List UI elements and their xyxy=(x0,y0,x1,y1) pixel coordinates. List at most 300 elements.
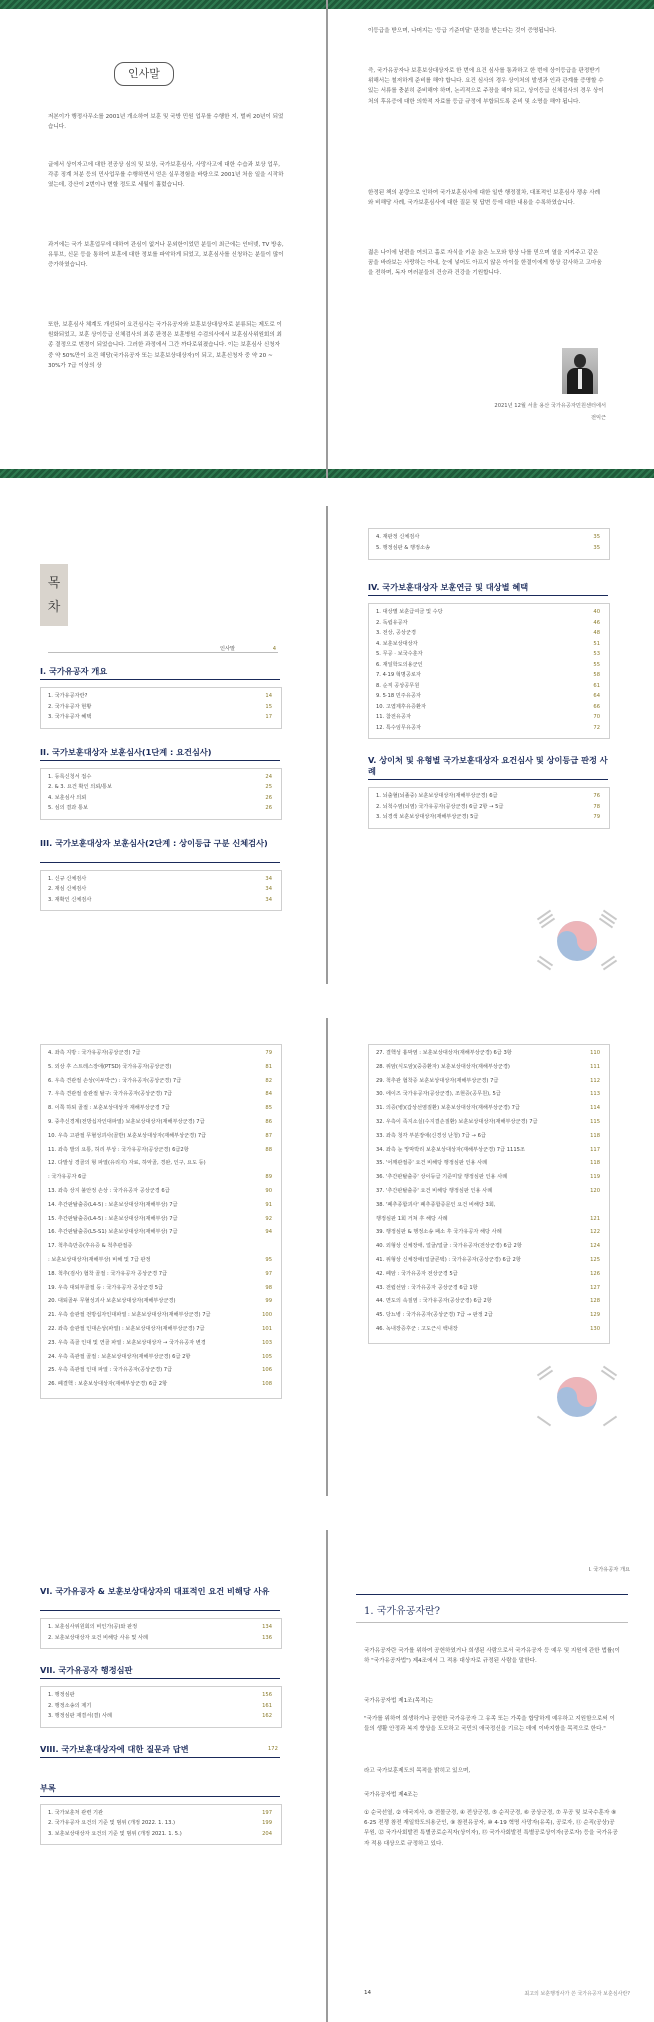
toc-entry[interactable] xyxy=(48,1117,272,1127)
toc-entry-page: 128 xyxy=(590,1298,600,1305)
toc-entry-page: 76 xyxy=(593,793,600,799)
toc-entry[interactable] xyxy=(376,802,600,812)
toc-entry[interactable] xyxy=(376,1131,600,1141)
toc-entry-page: 118 xyxy=(590,1132,600,1139)
toc-entry-label: 1. 국가보훈처 관련 기관 xyxy=(48,1809,103,1816)
toc-entry[interactable] xyxy=(376,1117,600,1127)
bottom-green-border xyxy=(0,469,326,478)
toc-entry-page: 114 xyxy=(590,1105,600,1112)
toc-entry-label: 40. 외형상 신체장애, 얼굴/얼굴 : 국가유공자(전상군경) 6급 2항 xyxy=(376,1243,522,1250)
toc-entry-label: 14. 추간판탈출증(L4-5) : 보훈보상대상자(재해부상) 7급 xyxy=(48,1201,178,1208)
toc-vertical-title xyxy=(40,564,68,626)
page-toc-left-2 xyxy=(0,1018,326,1496)
taegeuk-watermark-icon xyxy=(522,1358,632,1436)
page-number: 14 xyxy=(364,1990,372,1996)
toc-entry[interactable] xyxy=(48,874,272,884)
signature-date: 2021년 12월 서울 용산 국가유공자민원센터에서 xyxy=(494,403,606,409)
toc-entry-label: 1. 신규 신체검사 xyxy=(48,875,87,882)
section-underline xyxy=(40,1757,280,1758)
toc-entry[interactable] xyxy=(376,1255,600,1265)
toc-entry-label: 6. 우측 견관절 손상(이두박근) : 국가유공자(공상군경) 7급 xyxy=(48,1077,182,1084)
section-underline xyxy=(368,595,608,596)
toc-entry[interactable] xyxy=(48,702,272,712)
toc-entry-label: 7. 4·19 혁명공로자 xyxy=(376,672,421,678)
toc-entry[interactable] xyxy=(48,1145,272,1155)
toc-entry-page: 113 xyxy=(590,1091,600,1098)
toc-entry[interactable] xyxy=(48,884,272,894)
toc-entry-label: 16. 추간판탈출증(L5-S1) 보훈보상대상자(재해부상) 7급 xyxy=(48,1229,178,1236)
page-toc-left-3 xyxy=(0,1530,326,2022)
toc-entry-label: 34. 좌측 눈 망막박리 보훈보상대상자(재해부상군경) 7급 1115조 xyxy=(376,1146,525,1153)
toc-entry-page: 105 xyxy=(262,1353,272,1360)
toc-entry[interactable] xyxy=(376,1103,600,1113)
toc-entry[interactable] xyxy=(48,1200,272,1210)
toc-entry-label: 1. 뇌출혈(뇌졸중) 보훈보상대상자(재해부상군경) 6급 xyxy=(376,793,498,799)
toc-entry-page: 92 xyxy=(265,1215,272,1222)
toc-entry-page: 26 xyxy=(265,805,272,811)
toc-entry[interactable] xyxy=(376,639,600,649)
toc-entry-page: 24 xyxy=(265,773,272,780)
chapter-paragraph-2: 국가유공자법 제1조(목적)는 xyxy=(364,1698,434,1704)
running-header: I. 국가유공자 개요 xyxy=(588,1567,630,1573)
toc-entry-page: 94 xyxy=(265,1229,272,1236)
toc-entry-label: 행정심판 1회 거쳐 후 해당 사례 xyxy=(376,1215,448,1222)
toc-entry-label: 17. 척추측만증(후유증 & 척추관절증 xyxy=(48,1243,133,1250)
toc-entry[interactable] xyxy=(376,1324,600,1334)
toc-entry-label: 11. 좌측 발의 요통, 허리 부상 : 국가유공자(공상군경) 6급2항 xyxy=(48,1146,189,1153)
toc-entry-label: 37. '추간판탈출증' 요건 비해당 행정심판 인용 사례 xyxy=(376,1188,493,1194)
toc-entry[interactable] xyxy=(376,1214,600,1224)
toc-entry[interactable] xyxy=(48,1324,272,1334)
toc-entry-label: 27. 결핵성 흉막염 : 보훈보상대상자(재해부상군경) 6급 3항 xyxy=(376,1050,512,1056)
toc-entry[interactable] xyxy=(48,1283,272,1293)
toc-entry-page: 122 xyxy=(590,1229,600,1236)
toc-entry[interactable] xyxy=(48,1048,272,1058)
toc-entry-page: 98 xyxy=(265,1284,272,1291)
spread-toc-1 xyxy=(0,506,654,984)
toc-entry[interactable] xyxy=(48,1352,272,1362)
toc-entry-page: 53 xyxy=(593,651,600,657)
toc-entry[interactable] xyxy=(48,1269,272,1279)
toc-entry-page: 66 xyxy=(593,703,600,710)
chapter-paragraph-1: 국가유공자란 국가를 위하여 공헌하였거나 희생된 사람으로서 국가유공자 등 예우 및 지원에 관한 법률(이하 "국가유공자법") 제4조에서 그 적용 대상자로 규정된 사람을 말한다. xyxy=(364,1648,620,1665)
toc-entry[interactable] xyxy=(48,691,272,701)
toc-entry-label: 3. 뇌경색 보훈보상대상자(재해부상군경) 5급 xyxy=(376,814,479,820)
toc-entry-label: 1. 대상별 보훈급여금 및 수당 xyxy=(376,609,443,615)
toc-entry[interactable] xyxy=(48,1690,272,1700)
toc-entry-label: 31. 의증(병)(갑상선염질환) 보훈보상대상자(재해부상군경) 7급 xyxy=(376,1105,520,1112)
spread-preface xyxy=(0,0,654,478)
toc-entry-page: 108 xyxy=(262,1381,272,1388)
toc-entry[interactable] xyxy=(376,1227,600,1237)
toc-entry[interactable] xyxy=(48,782,272,792)
preface-paragraph-4: 또한, 보훈심사 체계도 개선되어 요건심사는 국가유공자와 보훈보상대상자로 분류되는 제도로 이원화되었고, 보훈 상이등급 신체검사의 최종 판정은 보훈병원 수검의사에서 보훈심사위원회의 최종 결정으로 변경이 되었습니다. 그러한 과정에서 그간 까다로워졌습니다. 이는 보훈심사 신청자 중 약 50%만이 요건 해당(국가유공자 또는 보훈보상대상자)이 되고, 보훈신청자 중 약 20 ~ 30%가 7급 이상의 상 xyxy=(48,322,282,369)
toc-entry-page: 121 xyxy=(590,1215,600,1222)
toc-entry-label: 28. 위암(식도암)(중증환자) 보훈보상대상자(재해부상군경) xyxy=(376,1063,510,1070)
toc-entry-label: 29. 척추관 협착증 보훈보상대상자(재해부상군경) 7급 xyxy=(376,1077,499,1084)
toc-section-title[interactable]: V. 상이처 및 유형별 국가보훈대상자 요건심사 및 상이등급 판정 사례 xyxy=(368,755,608,776)
toc-entry-page: 130 xyxy=(590,1326,600,1332)
toc-entry-page: 112 xyxy=(590,1077,600,1084)
toc-entry-label: 30. 에이즈 국가유공자(공상군경), 조현증(공무원), 5급 xyxy=(376,1091,501,1098)
toc-entry[interactable] xyxy=(48,1186,272,1196)
toc-entry-page: 90 xyxy=(265,1188,272,1194)
toc-entry-label: 33. 좌측 청각 부분장애(신경성 난청) 7급 → 6급 xyxy=(376,1132,486,1139)
toc-entry-label: 4. 좌측 지방 : 국가유공자(공상군경) 7급 xyxy=(48,1050,141,1056)
toc-entry-page: 134 xyxy=(262,1624,272,1630)
toc-entry-page: 161 xyxy=(262,1702,272,1709)
toc-entry-label: 2. 독립유공자 xyxy=(376,619,408,626)
toc-entry[interactable] xyxy=(48,1701,272,1711)
toc-entry[interactable] xyxy=(376,1048,600,1058)
toc-entry-page: 79 xyxy=(593,814,600,820)
toc-entry[interactable] xyxy=(48,1379,272,1389)
toc-entry-label: 9. 중추신경계(전방십자인대파열) 보훈보상대상자(재해부상군경) 7급 xyxy=(48,1119,205,1125)
toc-entry-label: 20. 대퇴골두 무혈성괴사 보훈보상대상자(재해부상군경) xyxy=(48,1298,176,1305)
toc-entry-page: 95 xyxy=(265,1257,272,1263)
toc-entry-label: 2. 재심 신체검사 xyxy=(48,886,87,892)
toc-entry[interactable] xyxy=(376,1283,600,1293)
toc-entry-page: 17 xyxy=(265,714,272,720)
toc-entry-label: 3. 재확인 신체검사 xyxy=(48,896,92,903)
toc-entry-page: 25 xyxy=(265,784,272,790)
toc-entry-label: : 보훈보상대상자(재해부상) 비해 및 7급 판정 xyxy=(48,1257,151,1263)
toc-entry-page: 125 xyxy=(590,1257,600,1263)
toc-entry-label: 2. & 3. 요건 확인 의뢰/통보 xyxy=(48,784,113,790)
toc-entry[interactable] xyxy=(376,723,600,733)
page-toc-right-2 xyxy=(328,1018,654,1496)
section-underline xyxy=(40,760,280,761)
toc-entry-page: 197 xyxy=(262,1809,272,1816)
toc-section-title[interactable]: II. 국가보훈대상자 보훈심사(1단계 : 요건심사) xyxy=(40,746,212,757)
toc-entry-page: 55 xyxy=(593,661,600,668)
toc-entry[interactable] xyxy=(48,1633,272,1643)
toc-section-title[interactable]: III. 국가보훈대상자 보훈심사(2단계 : 상이등급 구분 신체검사) xyxy=(40,837,268,848)
toc-entry-label: 11. 참전유공자 xyxy=(376,714,411,720)
toc-entry-page: 115 xyxy=(590,1119,600,1125)
toc-title-char-1: 목 xyxy=(47,576,61,591)
toc-entry-page: 34 xyxy=(265,896,272,903)
toc-entry-label: 15. 추간판탈출증(L4-5) : 보훈보상대상자(재해부상) 7급 xyxy=(48,1215,178,1222)
toc-entry-label: 44. 면도의 속질염 : 국가유공자(공상군경) 6급 2항 xyxy=(376,1298,492,1305)
toc-entry-page: 106 xyxy=(262,1367,272,1374)
page-toc-right xyxy=(328,506,654,984)
toc-entry-label: 12. 특수임무유공자 xyxy=(376,724,421,731)
preface-paragraph-7: 한정된 책의 분량으로 인하여 국가보훈심사에 대한 일반 행정절차, 대표적인 보훈심사 쟁송 사례와 비해당 사례, 국가보훈심사에 대한 질문 및 답변 등에 대한 내용을 수록하였습니다. xyxy=(368,190,601,207)
toc-entry-label: 36. '추간판탈출증' 상이등급 기준미달 행정심판 인용 사례 xyxy=(376,1174,508,1181)
toc-entry-page: 85 xyxy=(265,1105,272,1112)
toc-entry-page: 14 xyxy=(265,693,272,699)
toc-entry-label: 12. 다발성 경골의 형 파열(유리지) 자료, 하악골, 경완, 인구, 요도 등) xyxy=(48,1160,206,1167)
toc-entry[interactable] xyxy=(48,712,272,722)
toc-entry-label: 19. 우측 대퇴부골절 등 : 국가유공자 공상군경 5급 xyxy=(48,1284,164,1291)
toc-entry-label: 2. 국가유공자 현황 xyxy=(48,703,92,710)
page-toc-left xyxy=(0,506,326,984)
toc-entry[interactable] xyxy=(376,1062,600,1072)
toc-entry[interactable] xyxy=(48,1296,272,1306)
toc-entry-page: 61 xyxy=(593,682,600,689)
toc-entry[interactable] xyxy=(48,1227,272,1237)
toc-entry[interactable] xyxy=(48,1818,272,1828)
toc-entry-label: 인사말 xyxy=(220,646,236,652)
section-underline xyxy=(40,679,280,680)
section-underline xyxy=(40,862,280,863)
toc-entry[interactable] xyxy=(48,1310,272,1320)
toc-entry[interactable] xyxy=(48,1338,272,1348)
toc-entry-label: 2. 행정소송의 제기 xyxy=(48,1702,92,1709)
toc-entry[interactable] xyxy=(48,1365,272,1375)
toc-entry[interactable] xyxy=(376,543,600,553)
toc-entry-page: 101 xyxy=(262,1326,272,1332)
toc-entry-label: 42. 폐암 : 국가유공자 전상군경 5급 xyxy=(376,1270,458,1277)
toc-entry[interactable] xyxy=(48,1808,272,1818)
toc-entry-page: 51 xyxy=(593,640,600,647)
toc-entry-label: 23. 우측 족골 인대 및 연골 파열 : 보훈보상대상자 → 국가유공자 변경 xyxy=(48,1339,206,1346)
chapter-paragraph-4: 라고 국가보훈제도의 목적을 밝히고 있으며, xyxy=(364,1768,471,1774)
toc-entry-label: 1. 국가유공자란? xyxy=(48,693,88,699)
toc-entry[interactable] xyxy=(376,791,600,801)
toc-entry-label: 35. '어깨관절증' 요건 비해당 행정심판 인용 사례 xyxy=(376,1160,488,1167)
toc-entry-label: 3. 국가유공자 혜택 xyxy=(48,714,92,720)
toc-entry-label: 21. 우측 슬관절 전방십자인대파열 : 보훈보상대상자(재해부상군경) 7급 xyxy=(48,1312,211,1319)
preface-paragraph-1: 저본이가 행정사무소를 2001년 개소하여 보훈 및 국방 민원 업무를 수행한 지, 벌써 20년이 되었습니다. xyxy=(48,114,284,131)
toc-entry[interactable] xyxy=(376,1089,600,1099)
toc-entry[interactable] xyxy=(376,1296,600,1306)
toc-section-page: 172 xyxy=(268,1745,278,1752)
toc-entry-label: 8. 순직 공상공무원 xyxy=(376,682,420,689)
toc-entry-page: 86 xyxy=(265,1119,272,1125)
toc-entry-label: 46. 녹내장증후군 : 고도근시 백내장 xyxy=(376,1326,458,1332)
toc-entry[interactable] xyxy=(376,712,600,722)
toc-entry-label: 4. 보훈심사 의뢰 xyxy=(48,794,87,801)
toc-entry-label: : 국가유공자 6급 xyxy=(48,1174,87,1181)
toc-entry[interactable] xyxy=(48,1255,272,1265)
toc-entry[interactable] xyxy=(376,628,600,638)
toc-entry-page: 58 xyxy=(593,672,600,678)
toc-entry[interactable] xyxy=(376,1145,600,1155)
toc-entry[interactable] xyxy=(48,1241,272,1251)
toc-entry-page: 48 xyxy=(593,630,600,636)
toc-entry[interactable] xyxy=(376,532,600,542)
heading-bottom-rule xyxy=(356,1622,628,1623)
toc-entry-page: 35 xyxy=(593,545,600,551)
toc-entry-label: 38. '폐추종합괴사' 폐추종합증문인 요건 비해당 3회, xyxy=(376,1201,496,1208)
toc-entry[interactable] xyxy=(376,649,600,659)
section-underline xyxy=(40,1678,280,1679)
toc-entry-page: 199 xyxy=(262,1820,272,1826)
toc-entry[interactable] xyxy=(376,702,600,712)
toc-entry-label: 6. 재일학도의용군인 xyxy=(376,661,423,668)
toc-entry[interactable] xyxy=(376,670,600,680)
toc-entry[interactable] xyxy=(376,1241,600,1251)
toc-entry[interactable] xyxy=(376,1200,600,1210)
spread-toc-2 xyxy=(0,1018,654,1496)
toc-entry-page: 127 xyxy=(590,1284,600,1291)
signature-name: 전익근 xyxy=(590,415,606,421)
preface-paragraph-3: 과거에는 국가 보훈업무에 대하여 관심이 없거나 문외한이었던 분들이 최근에는 인터넷, TV 방송, 유튜브, 신문 등을 통하여 보훈에 대한 정보를 파악하게 되었고, 보훈심사를 신청하는 분들이 많이 증가하였습니다. xyxy=(48,242,284,269)
toc-section-title[interactable]: 부록 xyxy=(40,1782,56,1793)
toc-entry[interactable] xyxy=(376,618,600,628)
toc-entry-page: 126 xyxy=(590,1270,600,1277)
toc-entry-page: 70 xyxy=(593,714,600,720)
toc-entry-label: 1. 행정심판 xyxy=(48,1692,75,1698)
toc-entry-page: 103 xyxy=(262,1339,272,1346)
toc-section-title[interactable]: I. 국가유공자 개요 xyxy=(40,666,108,676)
toc-entry-page: 64 xyxy=(593,693,600,699)
toc-entry-page: 88 xyxy=(265,1146,272,1153)
toc-entry[interactable] xyxy=(376,812,600,822)
toc-entry-page: 78 xyxy=(593,803,600,810)
toc-entry-label: 8. 이쪽 하퇴 골절 : 보훈보상대상자 재해부상군경 7급 xyxy=(48,1105,170,1112)
toc-entry[interactable] xyxy=(48,1829,272,1839)
toc-entry[interactable] xyxy=(376,1076,600,1086)
toc-entry[interactable] xyxy=(48,772,272,782)
toc-entry[interactable] xyxy=(48,803,272,813)
toc-entry-page: 117 xyxy=(590,1146,600,1153)
toc-entry[interactable] xyxy=(48,895,272,905)
preface-paragraph-2: 글에서 상이자고에 대한 전공상 심의 및 보상, 국가보훈심사, 사망사고에 대한 수습과 보상 업무, 각종 징계 처분 등의 민사업무를 수행하면서 얻은 실무경험을 바탕으로 2001년 처음 일을 시작하였는데, 강산이 2번이나 변할 정도로 세월이 흘렀습니다. xyxy=(48,162,284,189)
toc-section-title[interactable]: VII. 국가유공자 행정심판 xyxy=(40,1665,133,1675)
toc-title-char-2: 차 xyxy=(47,600,61,615)
spread-toc-3-and-chapter xyxy=(0,1530,654,2022)
toc-entry[interactable] xyxy=(376,1269,600,1279)
toc-entry-label: 43. 전립선암 : 국가유공자 공상군경 6급 1항 xyxy=(376,1284,478,1291)
section-underline xyxy=(40,1610,280,1611)
toc-entry-label: 24. 우측 족관절 골절 : 보훈보상대상자(재해부상군경) 6급 2항 xyxy=(48,1353,191,1360)
toc-entry[interactable] xyxy=(48,1711,272,1721)
toc-entry-page: 34 xyxy=(265,875,272,882)
toc-entry-page: 4 xyxy=(272,646,276,652)
running-footer: 최고의 보훈행정사가 쓴 국가유공자 보훈심사란? xyxy=(524,1991,630,1997)
toc-entry-page: 40 xyxy=(593,609,600,615)
toc-entry-label: 2. 국가유공자 요건의 기준 및 범위 (개정 2022. 1. 13.) xyxy=(48,1820,176,1826)
toc-entry-label: 10. 우측 고관절 무혈성괴사(골반) 보훈보상대상자(재해부상군경) 7급 xyxy=(48,1132,207,1139)
preface-title: 인사말 xyxy=(114,62,174,86)
toc-entry-label: 1. 등록신청서 접수 xyxy=(48,773,92,780)
toc-entry[interactable] xyxy=(48,1622,272,1632)
toc-entry-page: 81 xyxy=(265,1063,272,1070)
toc-entry[interactable] xyxy=(48,1076,272,1086)
toc-entry-page: 156 xyxy=(262,1692,272,1698)
author-photo xyxy=(562,348,598,394)
toc-entry[interactable] xyxy=(376,607,600,617)
toc-entry-label: 4. 보훈보상대상자 xyxy=(376,640,418,647)
preface-paragraph-6: 즉, 국가유공자나 보훈보상대상자로 한 번에 요건 심사를 통과하고 한 번에 상이등급을 판정받기 위해서는 철저하게 준비를 해야 합니다. 요건 심사의 경우 상이처의 발생과 인과 관계를 증명할 수 있는 서류를 충분히 준비해야 하며, 논리적으로 주장을 해야 되고, 상이등급 신체검사의 경우 상이처의 후유증에 대한 의학적 자료를 등급 규정에 부합되도록 준비 및 소명을 해야 됩니다. xyxy=(368,68,604,105)
chapter-paragraph-3: "국가를 위하여 희생하거나 공헌한 국가유공자 그 유족 또는 가족을 합당하게 예우하고 지원함으로써 이들의 생활 안정과 복지 향상을 도모하고 국민의 애국정신을 기르는 데에 이바지함을 목적으로 한다." xyxy=(364,1716,615,1733)
chapter-heading: 1. 국가유공자란? xyxy=(364,1606,441,1617)
toc-entry-page: 84 xyxy=(265,1091,272,1098)
toc-entry-page: 87 xyxy=(265,1132,272,1139)
toc-entry-label: 5. 심의 결과 통보 xyxy=(48,805,88,811)
toc-entry[interactable] xyxy=(48,1062,272,1072)
preface-paragraph-8: 젊은 나이에 남편을 여의고 홀로 자식을 키운 늙은 노모와 항상 나를 믿으며 열을 지켜주고 같은 꿈을 바라보는 사랑하는 아내, 눈에 넣어도 아프지 않은 아이들 한결이에게 항상 감사하고 고마움을 전하며, 독자 여러분들의 건승과 건강을 기원합니다. xyxy=(368,250,602,277)
chapter-paragraph-5: 국가유공자법 제4조는 xyxy=(364,1792,418,1798)
toc-entry[interactable] xyxy=(48,1172,272,1182)
toc-entry-label: 41. 위형상 신체장애(얼굴콘텍) : 국가유공자(공상군경) 6급 2항 xyxy=(376,1257,521,1263)
toc-entry-page: 129 xyxy=(590,1312,600,1319)
bottom-green-border xyxy=(328,469,654,478)
toc-entry-label: 2. 보훈보상대상자 요건 비해당 사유 및 사례 xyxy=(48,1634,149,1641)
toc-entry-page: 120 xyxy=(590,1188,600,1194)
toc-entry-page: 79 xyxy=(265,1050,272,1056)
toc-entry-page: 35 xyxy=(593,534,600,540)
toc-entry[interactable] xyxy=(48,1214,272,1224)
taegeuk-watermark-icon xyxy=(522,902,632,980)
toc-entry-label: 9. 5·18 민주유공자 xyxy=(376,693,421,699)
preface-paragraph-5: 이등급을 받으며, 나머지는 '등급 기준미달' 판정을 받는다는 것이 증명됩니다. xyxy=(368,28,557,34)
toc-entry-label: 5. 외상 후 스트레스장애(PTSD) 국가유공자(공상군경) xyxy=(48,1063,172,1070)
toc-entry-page: 99 xyxy=(265,1298,272,1305)
toc-entry-label: 3. 행정심판 재결서(결) 사례 xyxy=(48,1713,113,1719)
heading-top-rule xyxy=(356,1594,628,1595)
toc-entry-label: 39. 행정심판 & 행정소송 패소 후 국가유공자 해당 사례 xyxy=(376,1229,502,1236)
toc-entry-page: 15 xyxy=(265,703,272,710)
toc-entry[interactable] xyxy=(48,1103,272,1113)
toc-section-title[interactable]: VIII. 국가보훈대상자에 대한 질문과 답변 xyxy=(40,1743,189,1754)
top-green-border xyxy=(0,0,326,9)
toc-entry-page: 204 xyxy=(262,1830,272,1837)
toc-entry-page: 111 xyxy=(590,1063,600,1070)
toc-entry[interactable] xyxy=(376,1310,600,1320)
toc-entry[interactable] xyxy=(48,1089,272,1099)
section-underline xyxy=(40,1796,280,1797)
toc-entry[interactable] xyxy=(48,793,272,803)
toc-entry-label: 18. 척추(검사) 협착 골절 : 국가유공자 공상군경 7급 xyxy=(48,1270,168,1277)
toc-entry-page: 72 xyxy=(593,724,600,731)
toc-entry-label: 32. 우측이 족지소실(수지결손질환) 보훈보상대상자(재해부상군경) 7급 xyxy=(376,1119,538,1125)
toc-entry-page: 89 xyxy=(265,1174,272,1181)
toc-entry-label: 45. 당뇨병 : 국가유공자(공상군경) 7급 → 판정 2급 xyxy=(376,1312,493,1319)
toc-entry-page: 97 xyxy=(265,1270,272,1277)
toc-entry-page: 82 xyxy=(265,1077,272,1084)
toc-entry-page: 136 xyxy=(262,1634,272,1641)
toc-entry-page: 46 xyxy=(593,619,600,626)
toc-entry-page: 124 xyxy=(590,1243,600,1250)
toc-entry-page: 91 xyxy=(265,1201,272,1208)
toc-entry-label: 3. 전상, 공상군경 xyxy=(376,630,416,636)
toc-section-title[interactable]: VI. 국가유공자 & 보훈보상대상자의 대표적인 요건 비해당 사유 xyxy=(40,1586,270,1596)
toc-entry-page: 110 xyxy=(590,1050,600,1056)
toc-entry-label: 5. 행정심판 & 행정소송 xyxy=(376,545,431,551)
toc-entry-label: 5. 무공 · 보국수훈자 xyxy=(376,651,423,657)
toc-entry-label: 2. 뇌척수염(뇌염) 국가유공자(공상군경) 6급 2항 → 5급 xyxy=(376,803,504,810)
toc-entry[interactable] xyxy=(376,1172,600,1182)
toc-entry[interactable] xyxy=(376,1158,600,1168)
toc-entry[interactable] xyxy=(376,691,600,701)
page-preface-left xyxy=(0,0,326,478)
toc-entry[interactable] xyxy=(48,1131,272,1141)
toc-entry-label: 26. 폐결핵 : 보훈보상대상자(재해부상군경) 6급 2항 xyxy=(48,1381,168,1388)
toc-entry[interactable] xyxy=(376,681,600,691)
toc-entry-label: 3. 보훈보상대상자 요건의 기준 및 범위 (개정 2021. 1. 5.) xyxy=(48,1830,182,1837)
toc-entry-label: 22. 좌측 슬관절 인대손상(파열) : 보훈보상대상자(재해부상군경) 7급 xyxy=(48,1326,205,1332)
toc-entry[interactable] xyxy=(376,660,600,670)
divider xyxy=(48,652,278,653)
toc-section-title[interactable]: IV. 국가보훈대상자 보훈연금 및 대상별 혜택 xyxy=(368,582,529,592)
toc-entry-label: 4. 재판정 신체검사 xyxy=(376,534,420,540)
page-chapter-1 xyxy=(328,1530,654,2022)
toc-entry-label: 13. 좌측 상지 불안정 손상 : 국가유공자 공상군경 6급 xyxy=(48,1188,170,1194)
toc-entry-page: 119 xyxy=(590,1174,600,1181)
chapter-paragraph-6: ① 순국선열, ② 애국지사, ③ 전몰군경, ④ 전상군경, ⑤ 순직군경, ⑥ 공상군경, ⑦ 무공 및 보국수훈자 ⑧ 6·25 전쟁 참전 재일학도의용군인, ⑨ 참전유공자, ⑩ 4·19 혁명 사망자(유족), 공로자, ⑪ 순직(공상)공무원, ⑫ 국가사회발전 특별공로순직자(상이자), ⑬ 국가사회발전 특별공로상이자(공로자) 등을 국가유공자 적용 대상으로 규정하고 있다. xyxy=(364,1810,618,1847)
section-underline xyxy=(368,779,608,780)
toc-entry-page: 34 xyxy=(265,886,272,892)
toc-entry-page: 100 xyxy=(262,1312,272,1319)
toc-entry-page: 26 xyxy=(265,794,272,801)
toc-entry[interactable] xyxy=(48,1158,272,1168)
toc-entry-label: 7. 우측 견관절 슬관절 탈구: 국가유공자(공상군경) 7급 xyxy=(48,1091,173,1098)
toc-entry[interactable] xyxy=(376,1186,600,1196)
